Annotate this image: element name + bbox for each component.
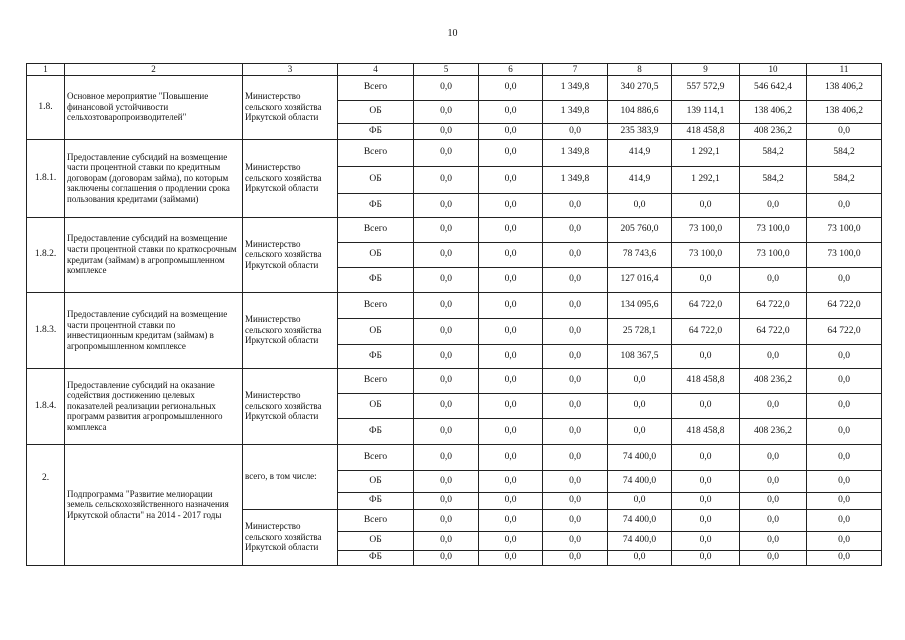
value-cell: 1 292,1 — [672, 139, 740, 166]
value-cell: 0,0 — [479, 550, 543, 565]
value-cell: 74 400,0 — [608, 531, 672, 550]
value-cell: 0,0 — [740, 470, 807, 492]
value-cell: 0,0 — [608, 550, 672, 565]
item-number-cell: 2. — [27, 444, 65, 565]
budget-source-cell: ФБ — [338, 267, 414, 292]
value-cell: 0,0 — [672, 344, 740, 368]
value-cell: 584,2 — [807, 166, 882, 193]
value-cell: 408 236,2 — [740, 123, 807, 139]
value-cell: 0,0 — [414, 292, 479, 318]
value-cell: 0,0 — [479, 393, 543, 418]
value-cell: 0,0 — [807, 470, 882, 492]
value-cell: 25 728,1 — [608, 318, 672, 344]
value-cell: 0,0 — [414, 531, 479, 550]
value-cell: 0,0 — [479, 100, 543, 123]
budget-table — [26, 63, 882, 566]
value-cell: 0,0 — [414, 492, 479, 509]
value-cell: 64 722,0 — [807, 292, 882, 318]
budget-source-cell: Всего — [338, 368, 414, 393]
value-cell: 418 458,8 — [672, 368, 740, 393]
table-row — [27, 139, 882, 166]
value-cell: 0,0 — [414, 75, 479, 100]
budget-source-cell: ФБ — [338, 344, 414, 368]
value-cell: 139 114,1 — [672, 100, 740, 123]
executor-cell: Министерство сельского хозяйства Иркутской области — [243, 509, 338, 565]
budget-source-cell: ОБ — [338, 470, 414, 492]
value-cell: 0,0 — [479, 509, 543, 531]
value-cell: 0,0 — [543, 418, 608, 444]
value-cell: 408 236,2 — [740, 418, 807, 444]
value-cell: 0,0 — [543, 242, 608, 267]
value-cell: 0,0 — [807, 550, 882, 565]
header-row — [27, 64, 882, 76]
value-cell: 138 406,2 — [807, 75, 882, 100]
value-cell: 74 400,0 — [608, 509, 672, 531]
value-cell: 0,0 — [543, 531, 608, 550]
executor-cell: Министерство сельского хозяйства Иркутской области — [243, 75, 338, 139]
header-cell: 11 — [807, 64, 882, 76]
value-cell: 0,0 — [672, 444, 740, 470]
value-cell: 0,0 — [414, 242, 479, 267]
value-cell: 0,0 — [740, 393, 807, 418]
budget-source-cell: ОБ — [338, 242, 414, 267]
value-cell: 73 100,0 — [672, 242, 740, 267]
value-cell: 0,0 — [608, 193, 672, 217]
value-cell: 0,0 — [414, 509, 479, 531]
value-cell: 127 016,4 — [608, 267, 672, 292]
value-cell: 0,0 — [608, 368, 672, 393]
value-cell: 0,0 — [807, 531, 882, 550]
value-cell: 104 886,6 — [608, 100, 672, 123]
value-cell: 138 406,2 — [807, 100, 882, 123]
value-cell: 235 383,9 — [608, 123, 672, 139]
item-number-cell: 1.8.2. — [27, 217, 65, 292]
header-cell: 4 — [338, 64, 414, 76]
value-cell: 0,0 — [479, 531, 543, 550]
budget-source-cell: ФБ — [338, 492, 414, 509]
executor-cell: Министерство сельского хозяйства Иркутской области — [243, 139, 338, 217]
value-cell: 0,0 — [543, 509, 608, 531]
value-cell: 0,0 — [807, 444, 882, 470]
value-cell: 73 100,0 — [740, 242, 807, 267]
value-cell: 0,0 — [414, 123, 479, 139]
value-cell: 78 743,6 — [608, 242, 672, 267]
value-cell: 0,0 — [740, 267, 807, 292]
budget-source-cell: ОБ — [338, 318, 414, 344]
value-cell: 73 100,0 — [807, 217, 882, 242]
item-number-cell: 1.8.3. — [27, 292, 65, 368]
item-name-cell: Предоставление субсидий на возмещение части процентной ставки по инвестиционным кредитам (займам) в агропромышленном комплексе — [65, 292, 243, 368]
value-cell: 64 722,0 — [740, 318, 807, 344]
value-cell: 0,0 — [543, 444, 608, 470]
value-cell: 0,0 — [479, 470, 543, 492]
value-cell: 0,0 — [543, 217, 608, 242]
value-cell: 74 400,0 — [608, 470, 672, 492]
budget-source-cell: Всего — [338, 292, 414, 318]
table-row — [27, 217, 882, 242]
item-number-cell: 1.8.4. — [27, 368, 65, 444]
value-cell: 0,0 — [807, 418, 882, 444]
value-cell: 1 349,8 — [543, 166, 608, 193]
value-cell: 0,0 — [479, 75, 543, 100]
value-cell: 64 722,0 — [740, 292, 807, 318]
value-cell: 0,0 — [543, 267, 608, 292]
value-cell: 1 292,1 — [672, 166, 740, 193]
value-cell: 0,0 — [807, 267, 882, 292]
page-number: 10 — [447, 28, 458, 39]
budget-source-cell: Всего — [338, 139, 414, 166]
value-cell: 0,0 — [543, 492, 608, 509]
value-cell: 557 572,9 — [672, 75, 740, 100]
value-cell: 0,0 — [479, 318, 543, 344]
value-cell: 0,0 — [414, 368, 479, 393]
table-row — [27, 444, 882, 470]
value-cell: 1 349,8 — [543, 75, 608, 100]
value-cell: 0,0 — [479, 139, 543, 166]
value-cell: 0,0 — [543, 318, 608, 344]
value-cell: 73 100,0 — [807, 242, 882, 267]
value-cell: 73 100,0 — [672, 217, 740, 242]
budget-source-cell: ОБ — [338, 100, 414, 123]
executor-cell: всего, в том числе: — [243, 444, 338, 509]
item-name-cell: Предоставление субсидий на возмещение части процентной ставки по кредитным договорам (договорам займа), по которым заключены соглашения о продлении срока пользования кредитами (займами) — [65, 139, 243, 217]
value-cell: 0,0 — [608, 492, 672, 509]
value-cell: 0,0 — [543, 393, 608, 418]
item-name-cell: Предоставление субсидий на возмещение части процентной ставки по краткосрочным кредитам (займам) в агропромышленном комплексе — [65, 217, 243, 292]
value-cell: 0,0 — [740, 550, 807, 565]
item-name-cell: Подпрограмма "Развитие мелиорации земель сельскохозяйственного назначения Иркутской области" на 2014 - 2017 годы — [65, 444, 243, 565]
header-cell: 7 — [543, 64, 608, 76]
value-cell: 418 458,8 — [672, 123, 740, 139]
value-cell: 0,0 — [807, 509, 882, 531]
budget-source-cell: ФБ — [338, 193, 414, 217]
table-row — [27, 292, 882, 318]
value-cell: 0,0 — [479, 193, 543, 217]
budget-source-cell: ФБ — [338, 123, 414, 139]
value-cell: 408 236,2 — [740, 368, 807, 393]
value-cell: 0,0 — [414, 418, 479, 444]
value-cell: 0,0 — [414, 318, 479, 344]
value-cell: 1 349,8 — [543, 139, 608, 166]
header-cell: 1 — [27, 64, 65, 76]
value-cell: 0,0 — [672, 509, 740, 531]
value-cell: 0,0 — [479, 492, 543, 509]
value-cell: 74 400,0 — [608, 444, 672, 470]
budget-source-cell: ОБ — [338, 531, 414, 550]
table-body — [27, 64, 882, 566]
value-cell: 0,0 — [414, 166, 479, 193]
budget-source-cell: ОБ — [338, 166, 414, 193]
budget-source-cell: Всего — [338, 217, 414, 242]
value-cell: 414,9 — [608, 139, 672, 166]
header-cell: 3 — [243, 64, 338, 76]
budget-source-cell: Всего — [338, 75, 414, 100]
value-cell: 0,0 — [672, 393, 740, 418]
value-cell: 0,0 — [479, 418, 543, 444]
budget-source-cell: ФБ — [338, 418, 414, 444]
value-cell: 0,0 — [740, 344, 807, 368]
value-cell: 0,0 — [672, 193, 740, 217]
executor-cell: Министерство сельского хозяйства Иркутской области — [243, 292, 338, 368]
value-cell: 0,0 — [479, 242, 543, 267]
value-cell: 0,0 — [807, 492, 882, 509]
value-cell: 0,0 — [672, 550, 740, 565]
table-row — [27, 368, 882, 393]
value-cell: 418 458,8 — [672, 418, 740, 444]
executor-cell: Министерство сельского хозяйства Иркутской области — [243, 217, 338, 292]
value-cell: 0,0 — [740, 193, 807, 217]
value-cell: 73 100,0 — [740, 217, 807, 242]
value-cell: 0,0 — [479, 444, 543, 470]
value-cell: 584,2 — [807, 139, 882, 166]
value-cell: 0,0 — [543, 193, 608, 217]
header-cell: 2 — [65, 64, 243, 76]
value-cell: 0,0 — [740, 509, 807, 531]
value-cell: 0,0 — [672, 470, 740, 492]
value-cell: 0,0 — [608, 418, 672, 444]
value-cell: 0,0 — [479, 267, 543, 292]
value-cell: 138 406,2 — [740, 100, 807, 123]
budget-source-cell: ФБ — [338, 550, 414, 565]
value-cell: 584,2 — [740, 139, 807, 166]
value-cell: 0,0 — [414, 470, 479, 492]
value-cell: 1 349,8 — [543, 100, 608, 123]
value-cell: 0,0 — [479, 123, 543, 139]
value-cell: 584,2 — [740, 166, 807, 193]
item-number-cell: 1.8.1. — [27, 139, 65, 217]
value-cell: 0,0 — [672, 267, 740, 292]
budget-source-cell: Всего — [338, 509, 414, 531]
value-cell: 0,0 — [414, 550, 479, 565]
value-cell: 0,0 — [414, 444, 479, 470]
value-cell: 0,0 — [414, 393, 479, 418]
value-cell: 0,0 — [414, 217, 479, 242]
value-cell: 0,0 — [414, 267, 479, 292]
header-cell: 6 — [479, 64, 543, 76]
value-cell: 0,0 — [479, 166, 543, 193]
header-cell: 8 — [608, 64, 672, 76]
value-cell: 0,0 — [479, 292, 543, 318]
value-cell: 0,0 — [807, 123, 882, 139]
value-cell: 546 642,4 — [740, 75, 807, 100]
header-cell: 10 — [740, 64, 807, 76]
value-cell: 0,0 — [807, 393, 882, 418]
table-row — [27, 75, 882, 100]
value-cell: 0,0 — [543, 344, 608, 368]
value-cell: 0,0 — [543, 123, 608, 139]
value-cell: 0,0 — [543, 470, 608, 492]
value-cell: 108 367,5 — [608, 344, 672, 368]
value-cell: 134 095,6 — [608, 292, 672, 318]
value-cell: 0,0 — [414, 344, 479, 368]
value-cell: 0,0 — [807, 368, 882, 393]
value-cell: 0,0 — [740, 531, 807, 550]
header-cell: 5 — [414, 64, 479, 76]
value-cell: 0,0 — [543, 292, 608, 318]
value-cell: 0,0 — [807, 193, 882, 217]
value-cell: 0,0 — [479, 368, 543, 393]
value-cell: 0,0 — [672, 492, 740, 509]
value-cell: 0,0 — [414, 100, 479, 123]
value-cell: 64 722,0 — [672, 292, 740, 318]
value-cell: 205 760,0 — [608, 217, 672, 242]
item-name-cell: Предоставление субсидий на оказание содействия достижению целевых показателей реализации региональных программ развития агропромышленного комплекса — [65, 368, 243, 444]
value-cell: 0,0 — [608, 393, 672, 418]
item-name-cell: Основное мероприятие "Повышение финансовой устойчивости сельхозтоваропроизводителей" — [65, 75, 243, 139]
executor-cell: Министерство сельского хозяйства Иркутской области — [243, 368, 338, 444]
value-cell: 0,0 — [414, 139, 479, 166]
value-cell: 0,0 — [807, 344, 882, 368]
value-cell: 414,9 — [608, 166, 672, 193]
value-cell: 0,0 — [414, 193, 479, 217]
header-cell: 9 — [672, 64, 740, 76]
value-cell: 64 722,0 — [807, 318, 882, 344]
value-cell: 0,0 — [543, 368, 608, 393]
value-cell: 0,0 — [479, 217, 543, 242]
value-cell: 0,0 — [479, 344, 543, 368]
value-cell: 340 270,5 — [608, 75, 672, 100]
value-cell: 0,0 — [672, 531, 740, 550]
item-number-cell: 1.8. — [27, 75, 65, 139]
value-cell: 0,0 — [740, 444, 807, 470]
value-cell: 0,0 — [543, 550, 608, 565]
value-cell: 0,0 — [740, 492, 807, 509]
value-cell: 64 722,0 — [672, 318, 740, 344]
budget-source-cell: ОБ — [338, 393, 414, 418]
budget-source-cell: Всего — [338, 444, 414, 470]
